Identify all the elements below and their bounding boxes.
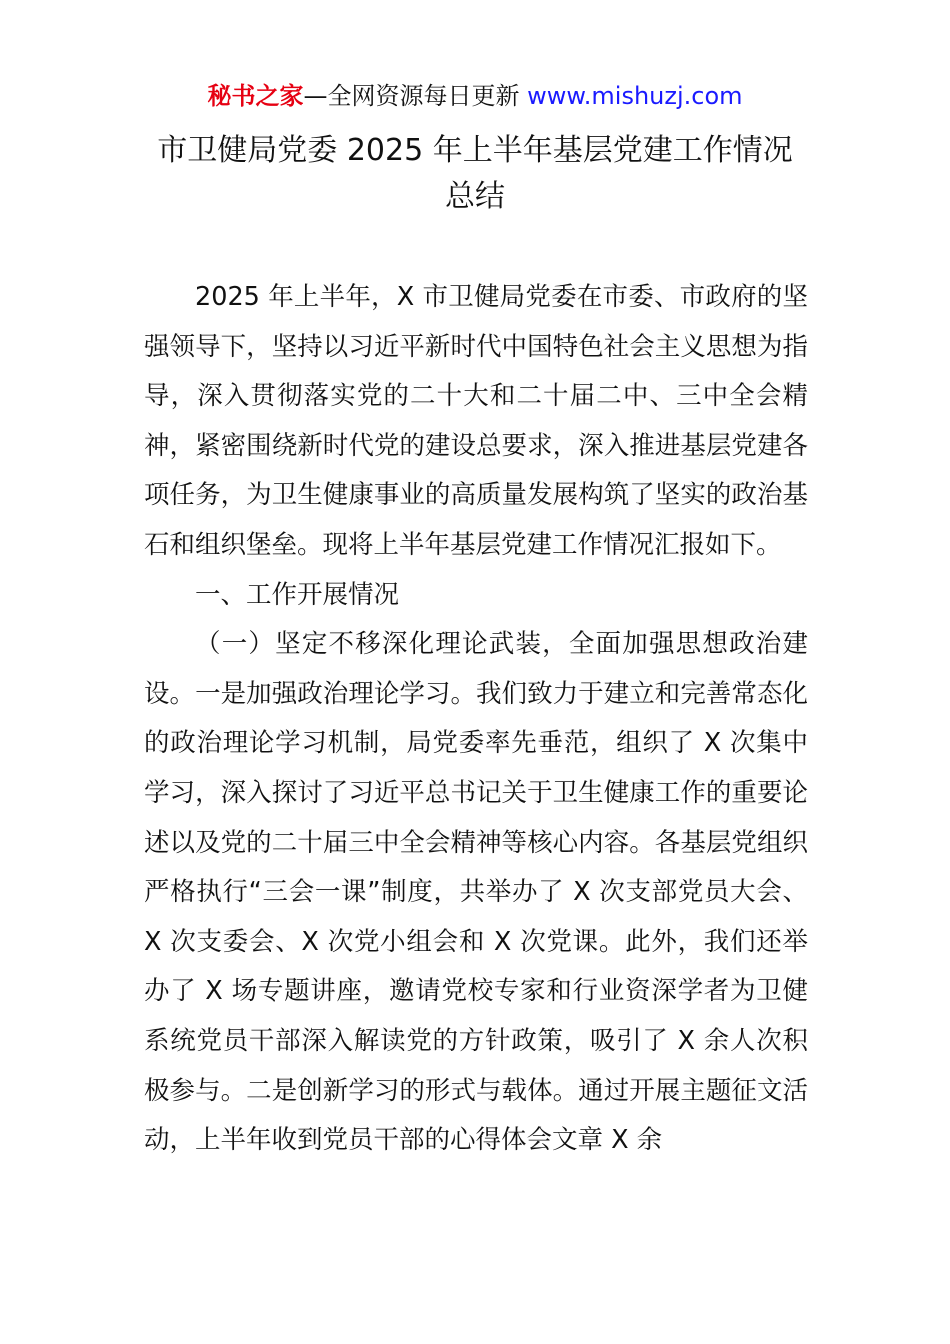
document-body	[144, 273, 808, 1166]
body-paragraph: （一）坚定不移深化理论武装，全面加强思想政治建设。一是加强政治理论学习。我们致力于建立和完善常态化的政治理论学习机制，局党委率先垂范，组织了 X 次集中学习，深入探讨了习近平总书记关于卫生健康工作的重要论述以及党的二十届三中全会精神等核心内容。各基层党组织严格执行“三会一课”制度，共举办了 X 次支部党员大会、X 次支委会、X 次党小组会和 X 次党课。此外，我们还举办了 X 场专题讲座，邀请党校专家和行业资深学者为卫健系统党员干部深入解读党的方针政策，吸引了 X 余人次积极参与。二是创新学习的形式与载体。通过开展主题征文活动，上半年收到党员干部的心得体会文章 X 余	[144, 629, 808, 1156]
title-line-2: 总结	[445, 179, 505, 214]
site-banner	[0, 80, 950, 112]
site-brand: 秘书之家	[207, 82, 304, 110]
intro-paragraph: 2025 年上半年，X 市卫健局党委在市委、市政府的坚强领导下，坚持以习近平新时代中国特色社会主义思想为指导，深入贯彻落实党的二十大和二十届二中、三中全会精神，紧密围绕新时代党的建设总要求，深入推进基层党建各项任务，为卫生健康事业的高质量发展构筑了坚实的政治基石和组织堡垒。现将上半年基层党建工作情况汇报如下。	[144, 282, 808, 560]
document-title	[120, 128, 830, 220]
title-line-1: 市卫健局党委 2025 年上半年基层党建工作情况	[157, 133, 793, 168]
banner-tagline: —全网资源每日更新	[303, 82, 528, 110]
section-heading: 一、工作开展情况	[195, 579, 400, 610]
site-url-link[interactable]: www.mishuzj.com	[527, 82, 743, 110]
